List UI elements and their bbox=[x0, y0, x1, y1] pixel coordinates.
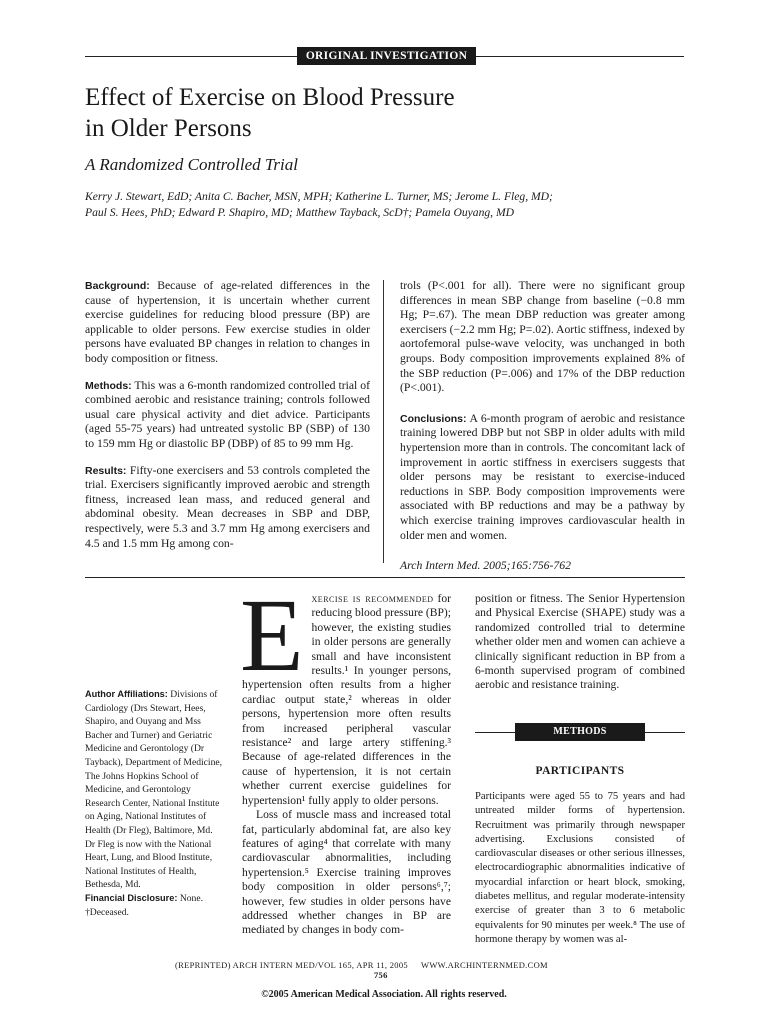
affiliations-label: Author Affiliations: bbox=[85, 689, 168, 699]
participants-paragraph: Participants were aged 55 to 75 years and had untreated milder forms of hypertension. Recruitment was primarily through newspaper advertising. Exclusions consisted of cardiovascular diseases or other serious illnesses, electrocardiographic abnormalities indicative of myocardial infarction or heart block, smoking, diabetes mellitus, and regular moderate-intensity exercise of greater than 3 to 6 metabolic equivalents for 90 minutes per week.⁸ The use of hormone therapy by women was al- bbox=[475, 791, 685, 945]
body-paragraph-2: Loss of muscle mass and increased total fat, particularly abdominal fat, are also key features of aging⁴ that correlate with many cardiovascular abnormalities, including hypertension.⁵ Exercise training improves body composition in older persons⁶,⁷; however, few studies in older persons have addressed whether changes in BP are mediated by changes in body com- bbox=[242, 808, 451, 937]
abstract-methods bbox=[85, 379, 370, 452]
affiliations-text: Divisions of Cardiology (Drs Stewart, Hees, Shapiro, and Ouyang and Mss Bacher and Turner) and Geriatric Medicine and Gerontology (Dr Tayback), Department of Medicine, The Johns Hopkins School of Medicine, and Gerontology Research Center, National Institute on Aging, National Institutes of Health (Dr Fleg), Baltimore, Md. Dr Fleg is now with the National Heart, Lung, and Blood Institute, National Institutes of Health, Bethesda, Md. bbox=[85, 689, 223, 891]
methods-label: Methods: bbox=[85, 379, 132, 392]
participants-paragraph-wrap bbox=[475, 790, 685, 947]
abstract-results bbox=[85, 464, 370, 552]
author-list bbox=[85, 189, 645, 221]
methods-heading: METHODS bbox=[515, 723, 645, 741]
methods-rule-left bbox=[475, 732, 515, 733]
results-text: Fifty-one exercisers and 53 controls completed the trial. Exercisers significantly improved aerobic and strength fitness, increased lean mass, and reduced general and abdominal obesity. Mean decreases in SBP and DBP, respectively, were 5.3 and 3.7 mm Hg among exercisers and 4.5 and 1.5 mm Hg among con- bbox=[85, 463, 370, 550]
affiliations-block bbox=[85, 688, 225, 892]
conclusions-label: Conclusions: bbox=[400, 412, 467, 425]
copyright-notice: ©2005 American Medical Association. All rights reserved. bbox=[261, 989, 507, 1000]
intro-smallcaps: xercise is recommended bbox=[311, 592, 434, 605]
abstract-results-continued: trols (P<.001 for all). There were no significant group differences in mean SBP change from baseline (−0.8 mm Hg; P=.67). The mean DBP reduction was greater among exercisers (−2.2 mm Hg; P=.02). Aortic stiffness, indexed by aortofemoral pulse-wave velocity, was unchanged in both groups. Body composition improvements explained 8% of the SBP reduction (P=.006) and 17% of the DBP reduction (P<.001). bbox=[400, 279, 685, 395]
page-number: 756 bbox=[374, 970, 388, 980]
body-column-middle bbox=[240, 578, 451, 938]
footer-journal-line: (REPRINTED) ARCH INTERN MED/VOL 165, APR 11, 2005 bbox=[175, 960, 408, 970]
article-title bbox=[85, 82, 605, 144]
title-line-1: Effect of Exercise on Blood Pressure bbox=[85, 84, 455, 111]
abstract-left-column bbox=[85, 279, 370, 563]
abstract-divider bbox=[383, 280, 384, 563]
abstract-background bbox=[85, 279, 370, 367]
methods-text: This was a 6-month randomized controlled trial of combined aerobic and resistance training; controls followed usual care physical activity and diet advice. Participants (aged 55-75 years) had untreated systolic BP (SBP) of 130 to 159 mm Hg or diastolic BP (DBP) of 85 to 99 mm Hg. bbox=[85, 378, 370, 450]
abstract-conclusions bbox=[400, 412, 685, 543]
author-affiliations bbox=[85, 688, 225, 919]
authors-line-2: Paul S. Hees, PhD; Edward P. Shapiro, MD; Matthew Tayback, ScD†; Pamela Ouyang, MD bbox=[85, 206, 515, 219]
abstract-right-column bbox=[400, 279, 685, 586]
authors-line-1: Kerry J. Stewart, EdD; Anita C. Bacher, MSN, MPH; Katherine L. Turner, MS; Jerome L. Fleg, MD; bbox=[85, 190, 553, 203]
results-label: Results: bbox=[85, 464, 127, 477]
abstract-bottom-rule bbox=[85, 577, 685, 578]
participants-heading: PARTICIPANTS bbox=[535, 765, 625, 777]
abstract-citation: Arch Intern Med. 2005;165:756-762 bbox=[400, 559, 571, 573]
disclosure-block bbox=[85, 892, 225, 906]
header-rule-left bbox=[85, 56, 297, 57]
deceased-note: †Deceased. bbox=[85, 906, 129, 918]
intro-text: for reducing blood pressure (BP); however, the existing studies in older persons are generally small and have inconsistent results.¹ In younger persons, hypertension often results from a higher cardiac output state,² whereas in older persons, hypertension more often results from increased peripheral vascular resistance² and large artery stiffening.³ Because of age-related differences in the cause of hypertension, it is not certain whether current exercise guidelines for hypertension¹ fully apply to older persons. bbox=[242, 592, 451, 807]
disclosure-text: None. bbox=[179, 892, 204, 904]
header-rule-right bbox=[476, 56, 684, 57]
background-label: Background: bbox=[85, 280, 150, 292]
article-subtitle: A Randomized Controlled Trial bbox=[85, 155, 298, 174]
body-paragraph-3: position or fitness. The Senior Hypertension and Physical Exercise (SHAPE) study was a randomized controlled trial to determine whether older men and women can achieve a clinically significant reduction in BP from a 6-month supervised program of combined aerobic and resistance training. bbox=[475, 592, 685, 692]
disclosure-label: Financial Disclosure: bbox=[85, 892, 178, 903]
methods-rule-right bbox=[645, 732, 685, 733]
background-text: Because of age-related differences in the cause of hypertension, it is uncertain whether current exercise guidelines for reducing blood pressure (BP) are applicable to older persons. Few exercise studies in older persons have evaluated BP changes in relation to changes in body composition or fitness. bbox=[85, 279, 370, 365]
drop-cap: E bbox=[240, 578, 304, 693]
section-label: ORIGINAL INVESTIGATION bbox=[297, 47, 476, 65]
body-column-right bbox=[475, 592, 685, 693]
conclusions-text: A 6-month program of aerobic and resistance training lowered DBP but not SBP in older adults with mild hypertension more than in controls. The concomitant lack of improvement in aortic stiffness in exercisers suggests that older persons may be resistant to exercise-induced reductions in SBP. Body composition improvements were associated with BP reductions and may be a pathway by which exercise training improves cardiovascular health in older men and women. bbox=[400, 411, 685, 542]
intro-paragraph bbox=[240, 578, 451, 808]
footer-website: WWW.ARCHINTERNMED.COM bbox=[421, 960, 548, 970]
title-line-2: in Older Persons bbox=[85, 115, 252, 142]
